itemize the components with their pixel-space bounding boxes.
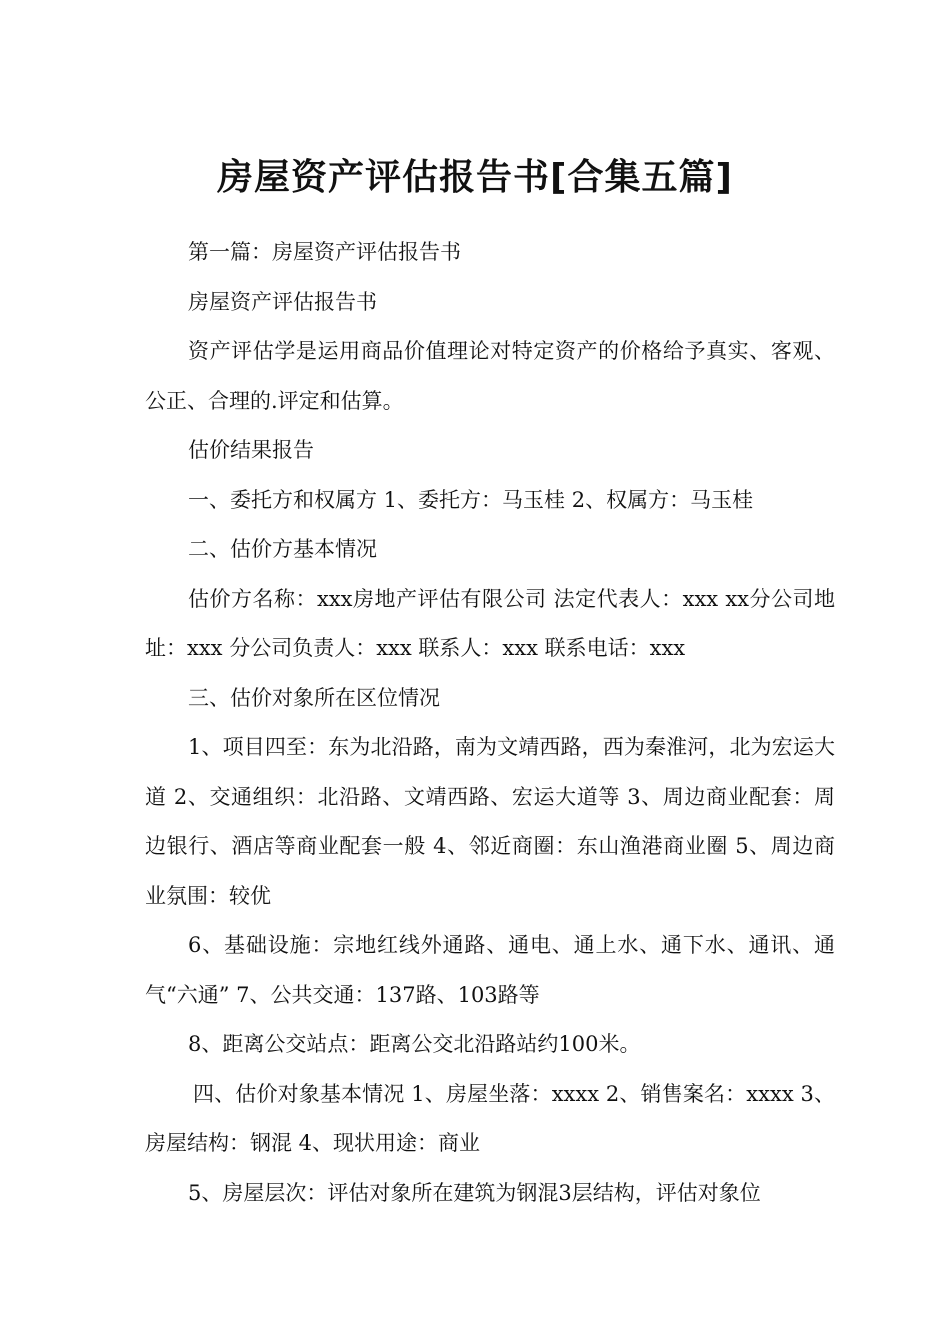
document-body <box>145 228 835 1218</box>
paragraph-part-heading: 第一篇：房屋资产评估报告书 <box>188 240 461 264</box>
paragraph-subtitle: 房屋资产评估报告书 <box>188 289 377 314</box>
paragraph-appraiser-info: 估价方名称：xxx房地产评估有限公司 法定代表人：xxx xx分公司地址：xxx 分公司负责人：xxx 联系人：xxx 联系电话：xxx <box>145 586 835 660</box>
paragraph-appraiser-heading: 二、估价方基本情况 <box>188 537 377 561</box>
paragraph-result-heading: 估价结果报告 <box>188 438 314 462</box>
paragraph-bus-distance: 8、距离公交站点：距离公交北沿路站约100米。 <box>188 1032 641 1056</box>
paragraph-infrastructure: 6、基础设施：宗地红线外通路、通电、通上水、通下水、通讯、通气“六通” 7、公共交通：137路、103路等 <box>145 933 835 1007</box>
document-title: 房屋资产评估报告书[合集五篇] <box>217 157 733 199</box>
paragraph-location-heading: 三、估价对象所在区位情况 <box>188 685 440 710</box>
paragraph-property-basics: 四、估价对象基本情况 1、房屋坐落：xxxx 2、销售案名：xxxx 3、房屋结构：钢混 4、现状用途：商业 <box>145 1081 835 1155</box>
paragraph-building-floors: 5、房屋层次：评估对象所在建筑为钢混3层结构，评估对象位 <box>188 1180 761 1205</box>
paragraph-location-details: 1、项目四至：东为北沿路，南为文靖西路，西为秦淮河，北为宏运大道 2、交通组织：北沿路、文靖西路、宏运大道等 3、周边商业配套：周边银行、酒店等商业配套一般 4、邻近商圈：东山渔港商业圈 5、周边商业氛围：较优 <box>145 735 835 908</box>
paragraph-definition: 资产评估学是运用商品价值理论对特定资产的价格给予真实、客观、公正、合理的.评定和估算。 <box>145 339 835 413</box>
paragraph-client-owner: 一、委托方和权属方 1、委托方：马玉桂 2、权属方：马玉桂 <box>188 487 754 512</box>
